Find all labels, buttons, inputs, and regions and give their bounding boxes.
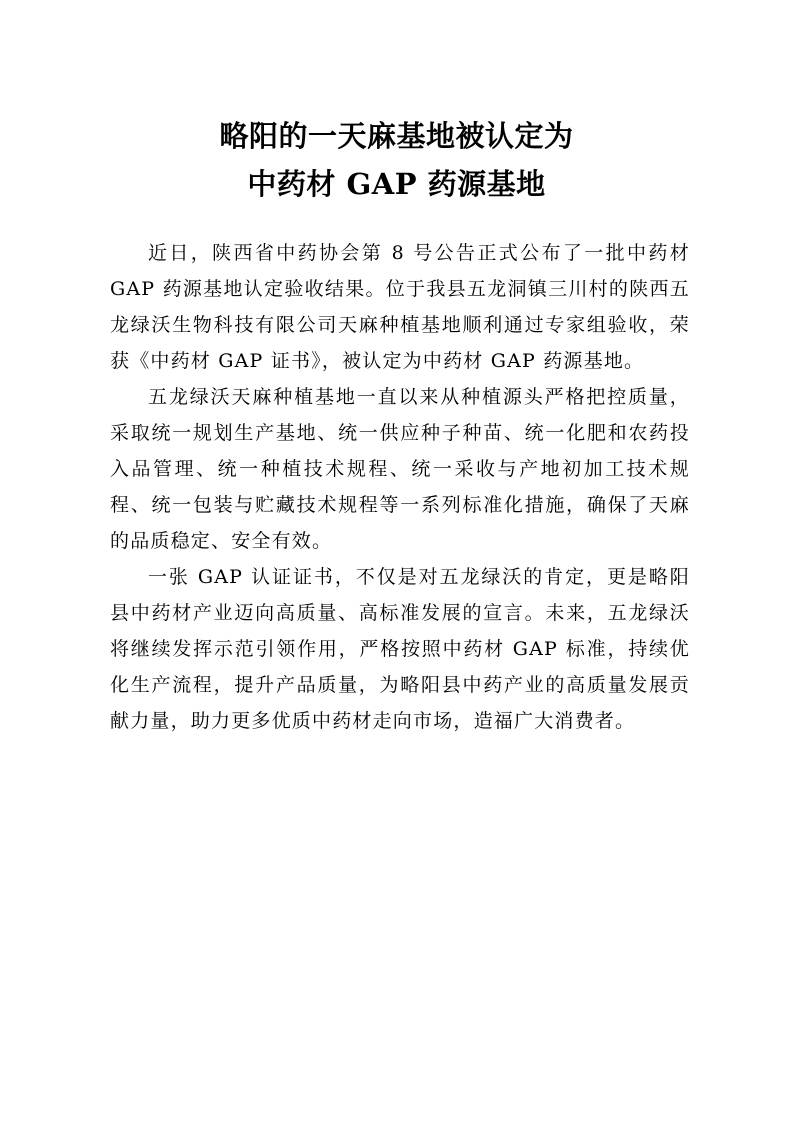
document-title-line-2: 中药材 GAP 药源基地: [247, 167, 546, 201]
paragraph-3: 一张 GAP 认证证书，不仅是对五龙绿沃的肯定，更是略阳县中药材产业迈向高质量、高标准发展的宣言。未来，五龙绿沃将继续发挥示范引领作用，严格按照中药材 GAP 标准，持续优化生产流程，提升产品质量，为略阳县中药产业的高质量发展贡献力量，助力更多优质中药材走向市场，造福广大消费者。: [110, 566, 690, 732]
document-body: [110, 235, 690, 739]
document-title-line-1: 略阳的一天麻基地被认定为: [219, 119, 574, 153]
paragraph-2: 五龙绿沃天麻种植基地一直以来从种植源头严格把控质量，采取统一规划生产基地、统一供应种子种苗、统一化肥和农药投入品管理、统一种植技术规程、统一采收与产地初加工技术规程、统一包装与贮藏技术规程等一系列标准化措施，确保了天麻的品质稳定、安全有效。: [110, 386, 690, 552]
paragraph-1: 近日，陕西省中药协会第 8 号公告正式公布了一批中药材 GAP 药源基地认定验收结果。位于我县五龙洞镇三川村的陕西五龙绿沃生物科技有限公司天麻种植基地顺利通过专家组验收，荣获《中药材 GAP 证书》，被认定为中药材 GAP 药源基地。: [110, 242, 690, 372]
